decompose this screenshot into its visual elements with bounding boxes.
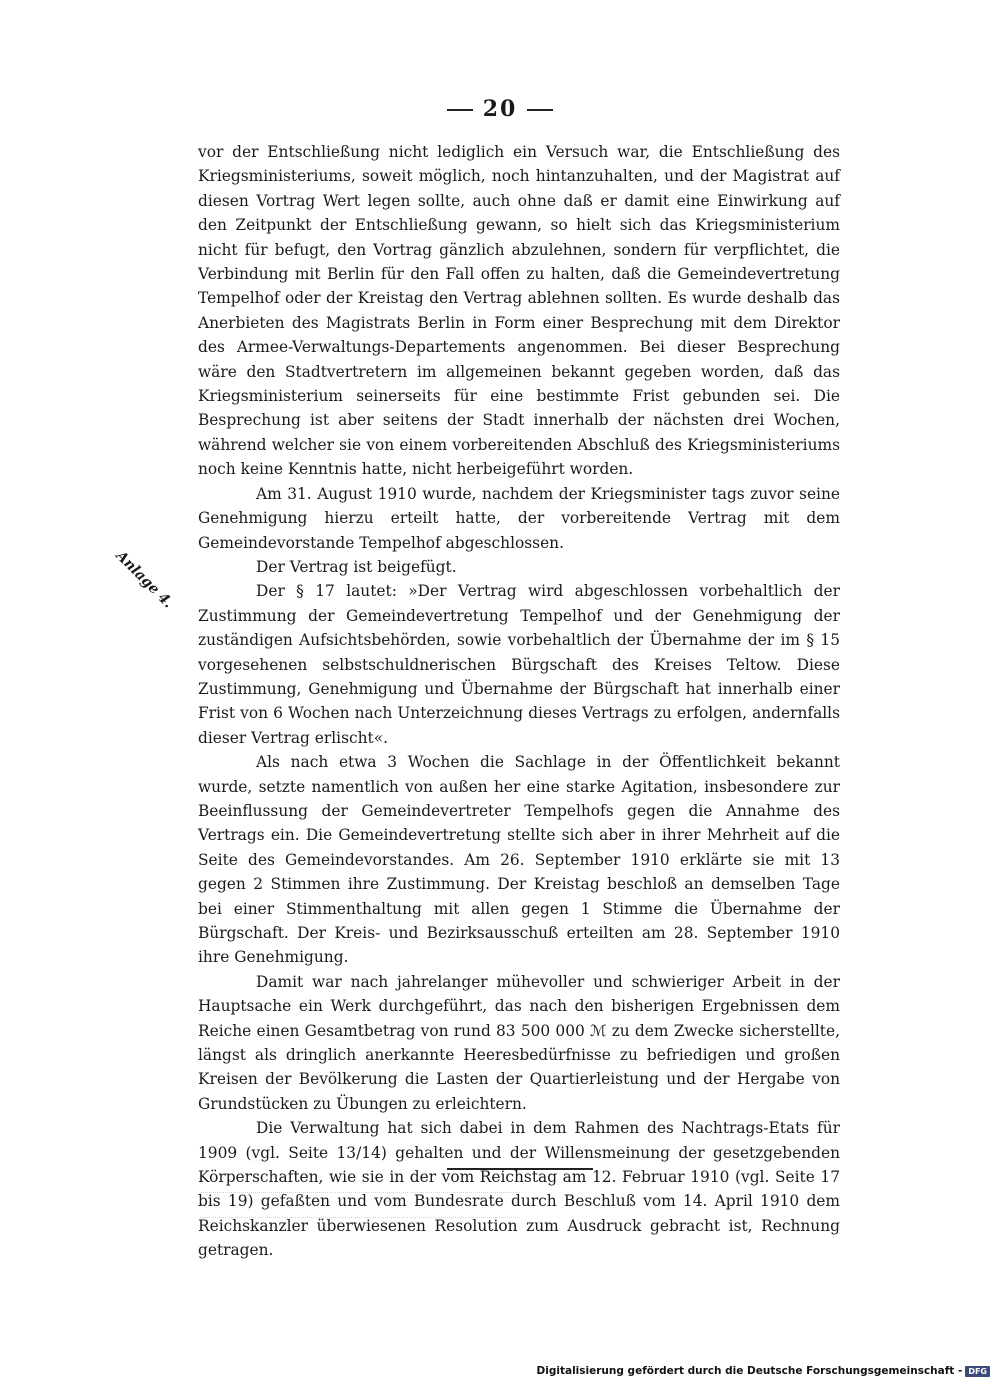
paragraph-7: Die Verwaltung hat sich dabei in dem Rahmen des Nachtrags-Etats für 1909 (vgl. Seite 13/14) gehalten und der Willensmeinung der gesetzgebenden Körperschaften, wie sie in der vom Reichstag am 12. Februar 1910 (vgl. Seite 17 bis 19) gefaßten und vom Bundesrate durch Beschluß vom 14. April 1910 dem Reichskanzler überwiesenen Resolution zum Ausdruck gebracht ist, Rechnung getragen.	[198, 1119, 840, 1260]
page-number-dash-left	[447, 109, 473, 111]
paragraph-1: vor der Entschließung nicht lediglich ein Versuch war, die Entschließung des Kriegsministeriums, soweit möglich, noch hintanzuhalten, und der Magistrat auf diesen Vortrag Wert legen sollte, auch ohne daß er damit eine Einwirkung auf den Zeitpunkt der Entschließung gewann, so hielt sich das Kriegsministerium nicht für befugt, den Vortrag gänzlich abzulehnen, sondern für verpflichtet, die Verbindung mit Berlin für den Fall offen zu halten, daß die Gemeindevertretung Tempelhof oder der Kreistag den Vertrag ablehnen sollten. Es wurde deshalb das Anerbieten des Magistrats Berlin in Form einer Besprechung mit dem Direktor des Armee-Verwaltungs-Departements angenommen. Bei dieser Besprechung wäre den Stadtvertretern im allgemeinen bekannt gegeben worden, daß das Kriegsministerium seinerseits für eine bestimmte Frist gebunden sei. Die Besprechung ist aber seitens der Stadt innerhalb der nächsten drei Wochen, während welcher sie von einem vorbereitenden Abschluß des Kriegsministeriums noch keine Kenntnis hatte, nicht herbeigeführt worden.	[198, 143, 840, 479]
paragraph-3: Der Vertrag ist beigefügt.	[256, 557, 457, 576]
dfg-logo: DFG	[965, 1366, 990, 1377]
footer-text: Digitalisierung gefördert durch die Deutsche Forschungsgemeinschaft -	[536, 1365, 963, 1377]
paragraph-6: Damit war nach jahrelanger mühevoller und schwieriger Arbeit in der Hauptsache ein Werk durchgeführt, das nach den bisherigen Ergebnissen dem Reiche einen Gesamtbetrag von rund 83 500 000 ℳ zu dem Zwecke sicherstellte, längst als dringlich anerkannte Heeresbedürfnisse zu befriedigen und großen Kreisen der Bevölkerung die Lasten der Quartierleistung und der Hergabe von Grundstücken zu Übungen zu erleichtern.	[198, 972, 840, 1113]
footer	[537, 1365, 990, 1377]
paragraph-2: Am 31. August 1910 wurde, nachdem der Kriegsminister tags zuvor seine Genehmigung hierzu erteilt hatte, der vorbereitende Vertrag mit dem Gemeindevorstande Tempelhof abgeschlossen.	[198, 484, 840, 552]
body-text	[198, 140, 840, 1263]
page-number-value: 20	[482, 96, 518, 122]
page-number	[0, 96, 1000, 122]
margin-note: Anlage 4.	[112, 548, 177, 612]
page-number-dash-right	[527, 109, 553, 111]
paragraph-5: Als nach etwa 3 Wochen die Sachlage in der Öffentlichkeit bekannt wurde, setzte namentlich von außen her eine starke Agitation, insbesondere zur Beeinflussung der Gemeindevertreter Tempelhofs gegen die Annahme des Vertrags ein. Die Gemeindevertretung stellte sich aber in ihrer Mehrheit auf die Seite des Gemeindevorstandes. Am 26. September 1910 erklärte sie mit 13 gegen 2 Stimmen ihre Zustimmung. Der Kreistag beschloß an demselben Tage bei einer Stimmenthaltung mit allen gegen 1 Stimme die Übernahme der Bürgschaft. Der Kreis- und Bezirksausschuß erteilten am 28. September 1910 ihre Genehmigung.	[198, 753, 840, 967]
paragraph-4: Der § 17 lautet: »Der Vertrag wird abgeschlossen vorbehaltlich der Zustimmung der Gemeindevertretung Tempelhof und der Genehmigung der zuständigen Aufsichtsbehörden, sowie vorbehaltlich der Übernahme der im § 15 vorgesehenen selbstschuldnerischen Bürgschaft des Kreises Teltow. Diese Zustimmung, Genehmigung und Übernahme der Bürgschaft hat innerhalb einer Frist von 6 Wochen nach Unterzeichnung dieses Vertrags zu erfolgen, andernfalls dieser Vertrag erlischt«.	[198, 582, 840, 747]
show-through-line	[200, 1217, 520, 1219]
end-rule	[447, 1168, 593, 1170]
show-through-line	[200, 1192, 520, 1194]
